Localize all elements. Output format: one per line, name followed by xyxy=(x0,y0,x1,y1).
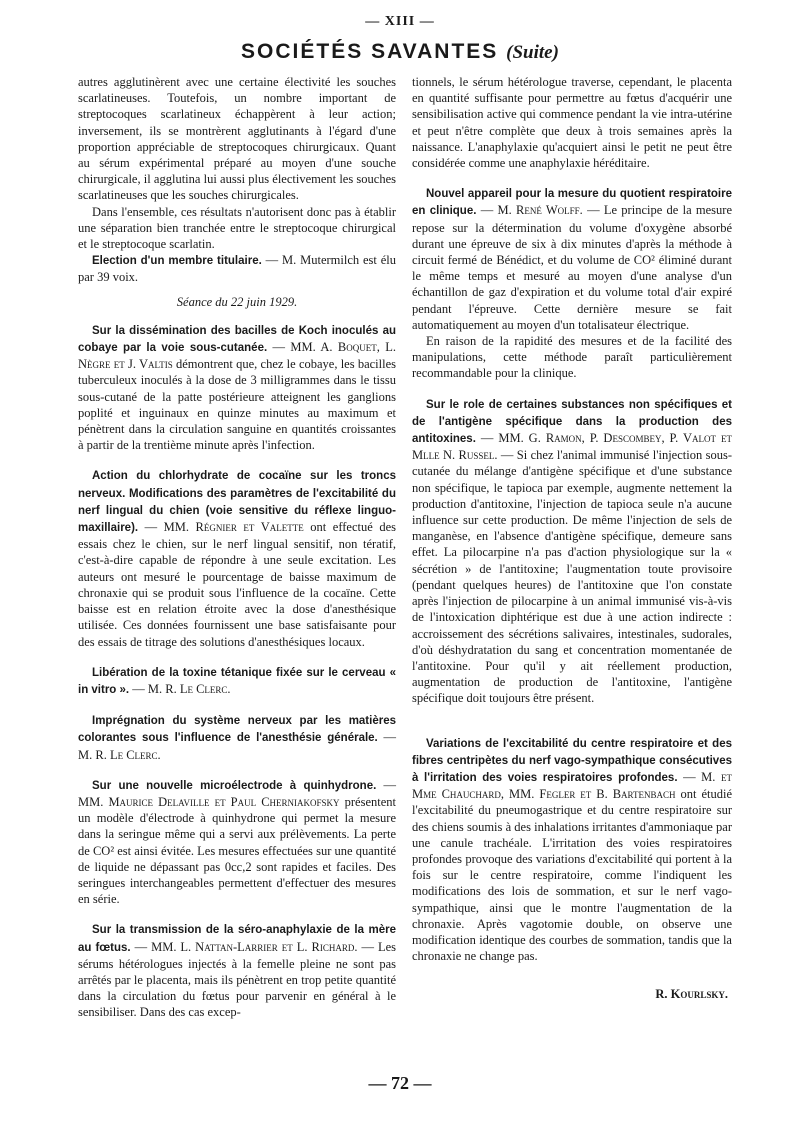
entry-title: Nouvel appareil pour la mesure du quotient respiratoire en clinique. xyxy=(412,188,732,218)
entry xyxy=(78,712,396,763)
entry-authors: — MM. Maurice Delaville et Paul Cherniakofsky xyxy=(78,777,396,809)
entry xyxy=(78,921,396,1020)
entry-title: Sur une nouvelle microélectrode à quinhydrone. xyxy=(92,779,377,792)
entry xyxy=(78,664,396,698)
left-column xyxy=(78,74,396,1021)
entry-text: ont effectué des essais chez le chien, sur le nerf lingual sensitif, non tératif, c'est-à-dire capable de répondre à une seule excitation. Les auteurs ont mesuré le pourcentage de baisse maximum de chronaxie qui se produit sous l'influence de la cocaïne. Cette baisse est en relation étroite avec la dose d'anesthésique utilisée. Ces données fournissent une base satisfaisante pour des essais de titrage des solutions d'anesthésiques locaux. xyxy=(78,520,396,649)
entry xyxy=(78,322,396,454)
entry-authors: — M. René Wolff. xyxy=(476,203,583,218)
entry-authors: — M. R. Le Clerc. xyxy=(129,681,231,696)
page-number: — 72 — xyxy=(368,1073,432,1093)
running-title-suite: (Suite) xyxy=(506,42,559,63)
session-heading: Séance du 22 juin 1929. xyxy=(176,294,298,309)
running-title-text: SOCIÉTÉS SAVANTES xyxy=(241,40,499,63)
entry-authors: — MM. G. Ramon, P. Descombey, P. Valot et Mlle N. Russel. xyxy=(412,431,732,463)
paragraph: tionnels, le sérum hétérologue traverse, cependant, le placenta en quantité suffisante pour permettre au fœtus d'acquérir une sensibilisation active qui commence pendant la vie intra-utérine et peut n'être complète que deux à trois semaines après la naissance. L'anaphylaxie qu'acquiert ainsi le petit ne peut être considérée comme une anaphylaxie héréditaire. xyxy=(412,75,732,171)
entry-title: Sur le role de certaines substances non spécifiques et de l'antigène spécifique dans la production des antitoxines. xyxy=(412,398,732,446)
entry-text: démontrent que, chez le cobaye, les bacilles tuberculeux inoculés à la dose de 3 milligrammes dans le tissu sous-cutané de la patte postérieure atteignent les ganglions poplité et inguinaux en quinze minutes au maximum et pénètrent dans la circulation sanguine en quantités croissantes à partir de la trentième minute après l'infection. xyxy=(78,357,397,453)
entry xyxy=(412,185,732,333)
entry-title: Election d'un membre titulaire. xyxy=(92,255,262,268)
entry-text: présentent un modèle d'électrode à quinhydrone qui permet la mesure dans la seringue même qui a servi aux prélèvements. La perte de CO² est ainsi évitée. Les mesures effectuées sur une quantité de liquide ne dépassant pas 0cc,2 sont rapides et faciles. Des seringues interchangeables permettent d'effectuer des mesures en série. xyxy=(78,794,396,907)
paragraph: En raison de la rapidité des mesures et de la facilité des manipulations, cette méthode paraît particulièrement recommandable pour la clinique. xyxy=(412,334,732,381)
entry-text: — Le principe de la mesure repose sur la détermination du volume d'oxygène absorbé durant une épreuve de six à dix minutes d'après la méthode à circuit fermé de Bénédict, et du volume de CO² éliminé durant le même temps et mesuré au moyen d'une analyse d'un échantillon de gaz d'expiration et du volume total d'air expiré pendant l'épreuve. Cette dernière mesure se fait automatiquement au moyen d'un totalisateur électrique. xyxy=(412,203,732,332)
entry-text: — Les sérums hétérologues injectés à la femelle pleine ne sont pas arrêtés par le placenta, mais ils pénètrent en trop petite quantité dans la circulation du fœtus pour parvenir en général à le sensibiliser. Dans des cas excep- xyxy=(78,939,396,1020)
entry-text: — Si chez l'animal immunisé l'injection sous-cutanée du mélange d'antigène spécifique et d'une substance non spécifique, le tapioca par exemple, augmente nettement la production d'antitoxine, l'injection de tapioca seule n'a aucune influence sur cette production. De même l'injection de sels de manganèse, en l'absence d'antigène spécifique, demeure sans effet. La pilocarpine n'a pas d'action physiologique sur la « sécrétion » de l'antitoxine; l'augmentation toute provisoire (pendant quelques heures) de l'antitoxine que l'on constate après l'injection de pilocarpine à un animal immunisé vis-à-vis de l'intoxication diphtérique est due à une action indirecte : accroissement des sécrétions salivaires, intestinales, sudorales, d'où déshydratation du sang et concentration momentanée de l'antitoxine. Pour qu'il y ait réellement production, augmentation de production de l'antitoxine, l'antigène spécifique doit toujours être présent. xyxy=(412,448,732,706)
entry-title: Libération de la toxine tétanique fixée sur le cerveau « in vitro ». xyxy=(78,666,396,696)
entry xyxy=(412,735,732,965)
entry-authors: — M. et Mme Chauchard, MM. Fegler et B. Bartenbach xyxy=(412,769,732,802)
signature: R. Kourlsky. xyxy=(655,987,728,1002)
page-roman-numeral: — XIII — xyxy=(365,14,435,29)
entry xyxy=(78,467,396,649)
entry-title: Variations de l'excitabilité du centre respiratoire et des fibres centripètes du nerf vago-sympathique consécutives à l'irritation des voies respiratoires profondes. xyxy=(412,737,732,784)
entry-text: — M. Mutermilch est élu par 39 voix. xyxy=(78,253,396,285)
entry-title: Action du chlorhydrate de cocaïne sur les troncs nerveux. Modifications des paramètres de l'excitabilité du nerf lingual du chien (voie sensitive du réflexe linguo-maxillaire). xyxy=(78,470,396,535)
entry xyxy=(412,396,732,707)
paragraph: autres agglutinèrent avec une certaine électivité les souches scarlatineuses. Toutefois, un nombre important de streptocoques scarlatineux échappèrent à leur action; inversement, ils se montrèrent agglutinants à l'égard d'une proportion appréciable de streptocoques chirurgicaux. Quant au sérum expérimental préparé au moyen d'une souche chirurgicale, il agglutina lui aussi plus électivement les souches scarlatineuses que les souches chirurgicales. xyxy=(78,75,396,203)
entry-authors: — MM. L. Nattan-Larrier et L. Richard. xyxy=(130,939,358,954)
entry-title: Sur la dissémination des bacilles de Koch inoculés au cobaye par la voie sous-cutanée. xyxy=(78,324,396,355)
entry-authors: — MM. Régnier et Valette xyxy=(138,520,304,535)
entry xyxy=(78,777,396,908)
running-title xyxy=(0,40,800,64)
entry-election xyxy=(78,252,396,285)
paragraph: Dans l'ensemble, ces résultats n'autorisent donc pas à établir une séparation bien tranchée entre le streptocoque chirurgical et le streptocoque scarlatin. xyxy=(78,204,396,252)
entry-text: ont étudié l'excitabilité du pneumogastrique et du centre respiratoire sur des chiens soumis à des inhalations irritantes d'ammoniaque par une canule trachéale. L'irritation des voies respiratoires profondes provoque des variations d'excitabilité qui portent à la fois sur le centre respiratoire, comme l'indiquent les modifications des lois de sommation, et sur le nerf vago-sympathique, ainsi que le montre l'augmentation de la chronaxie. Après vagotomie double, on observe une modification identique des courbes de sommation, tandis que la chronaxie ne change pas. xyxy=(412,787,733,964)
entry-title: Sur la transmission de la séro-anaphylaxie de la mère au fœtus. xyxy=(78,924,396,954)
right-column xyxy=(412,74,732,1003)
entry-title: Imprégnation du système nerveux par les matières colorantes sous l'influence de l'anesthésie générale. xyxy=(78,715,396,745)
entry-authors: — M. R. Le Clerc. xyxy=(78,730,397,762)
entry-authors: — MM. A. Boquet, L. Nègre et J. Valtis xyxy=(78,340,396,372)
